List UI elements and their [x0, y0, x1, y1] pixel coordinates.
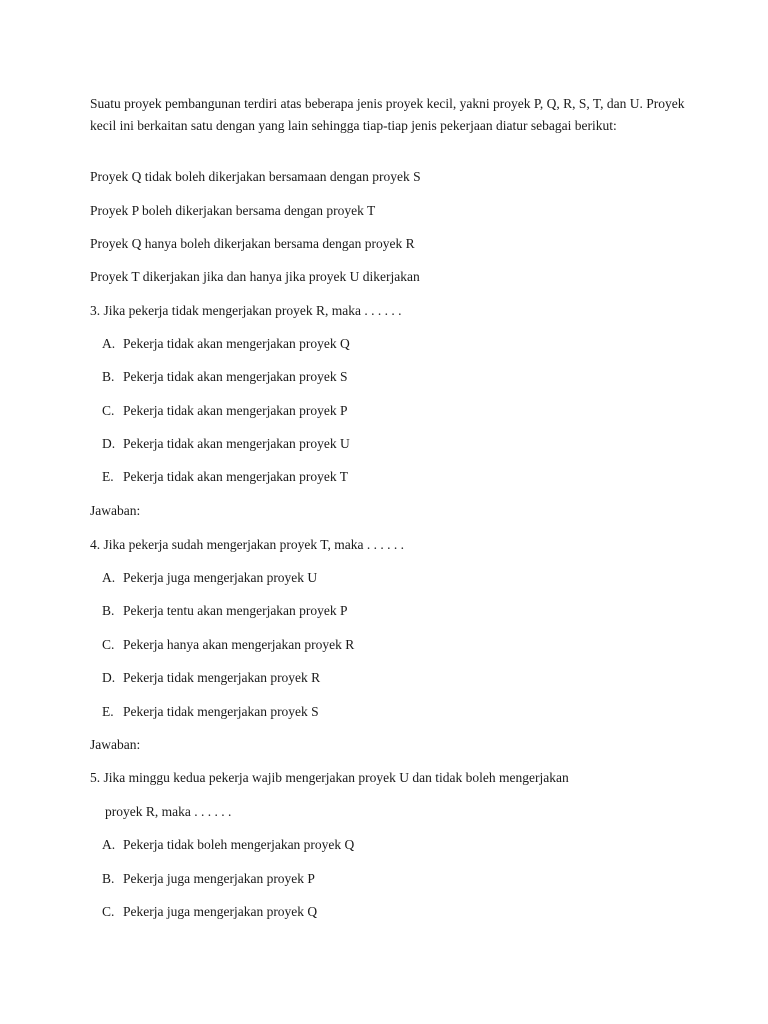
question-3-answer-label: Jawaban: — [90, 503, 141, 518]
question-4-option-e — [102, 703, 319, 721]
option-letter: E. — [102, 704, 114, 719]
option-letter: C. — [102, 904, 115, 919]
rule-3: Proyek Q hanya boleh dikerjakan bersama dengan proyek R — [90, 236, 415, 251]
option-text: Pekerja tidak akan mengerjakan proyek S — [123, 369, 348, 384]
option-letter: B. — [102, 603, 115, 618]
option-letter: E. — [102, 469, 114, 484]
question-4-answer-label: Jawaban: — [90, 737, 141, 752]
question-3-option-a — [102, 335, 350, 353]
option-letter: A. — [102, 336, 116, 351]
option-text: Pekerja juga mengerjakan proyek Q — [123, 904, 318, 919]
question-3-option-b — [102, 368, 348, 386]
rule-1: Proyek Q tidak boleh dikerjakan bersamaan dengan proyek S — [90, 169, 421, 184]
question-4-option-b — [102, 602, 348, 620]
question-5-option-c — [102, 903, 317, 921]
option-text: Pekerja tidak boleh mengerjakan proyek Q — [123, 837, 355, 852]
question-4-option-d — [102, 669, 320, 687]
option-letter: D. — [102, 670, 116, 685]
option-text: Pekerja tidak mengerjakan proyek R — [123, 670, 321, 685]
question-5-option-b — [102, 870, 315, 888]
option-text: Pekerja tidak akan mengerjakan proyek U — [123, 436, 350, 451]
option-text: Pekerja hanya akan mengerjakan proyek R — [123, 637, 355, 652]
option-letter: A. — [102, 837, 116, 852]
question-5-stem: 5. Jika minggu kedua pekerja wajib mengerjakan proyek U dan tidak boleh mengerjakan — [90, 770, 569, 785]
option-letter: C. — [102, 403, 115, 418]
option-letter: A. — [102, 570, 116, 585]
option-letter: D. — [102, 436, 116, 451]
question-4-option-c — [102, 636, 354, 654]
question-4-stem: 4. Jika pekerja sudah mengerjakan proyek T, maka . . . . . . — [90, 537, 405, 552]
option-text: Pekerja tidak akan mengerjakan proyek T — [123, 469, 349, 484]
question-3-option-e — [102, 468, 348, 486]
rule-4: Proyek T dikerjakan jika dan hanya jika proyek U dikerjakan — [90, 269, 420, 284]
question-3-option-d — [102, 435, 350, 453]
option-text: Pekerja tidak akan mengerjakan proyek P — [123, 403, 348, 418]
option-letter: B. — [102, 871, 115, 886]
option-text: Pekerja tentu akan mengerjakan proyek P — [123, 603, 348, 618]
option-text: Pekerja tidak akan mengerjakan proyek Q — [123, 336, 350, 351]
option-text: Pekerja juga mengerjakan proyek U — [123, 570, 318, 585]
option-text: Pekerja tidak mengerjakan proyek S — [123, 704, 319, 719]
question-5-stem-continued: proyek R, maka . . . . . . — [105, 804, 232, 819]
option-letter: C. — [102, 637, 115, 652]
question-3-stem: 3. Jika pekerja tidak mengerjakan proyek R, maka . . . . . . — [90, 303, 402, 318]
intro-paragraph: Suatu proyek pembangunan terdiri atas beberapa jenis proyek kecil, yakni proyek P, Q, R, S, T, dan U. Proyek kecil ini berkaitan satu dengan yang lain sehingga tiap-tiap jenis pekerjaan diatur sebagai berikut: — [90, 96, 685, 133]
option-letter: B. — [102, 369, 115, 384]
question-3-option-c — [102, 402, 348, 420]
question-5-option-a — [102, 836, 354, 854]
option-text: Pekerja juga mengerjakan proyek P — [123, 871, 315, 886]
question-4-option-a — [102, 569, 317, 587]
rule-2: Proyek P boleh dikerjakan bersama dengan proyek T — [90, 203, 376, 218]
